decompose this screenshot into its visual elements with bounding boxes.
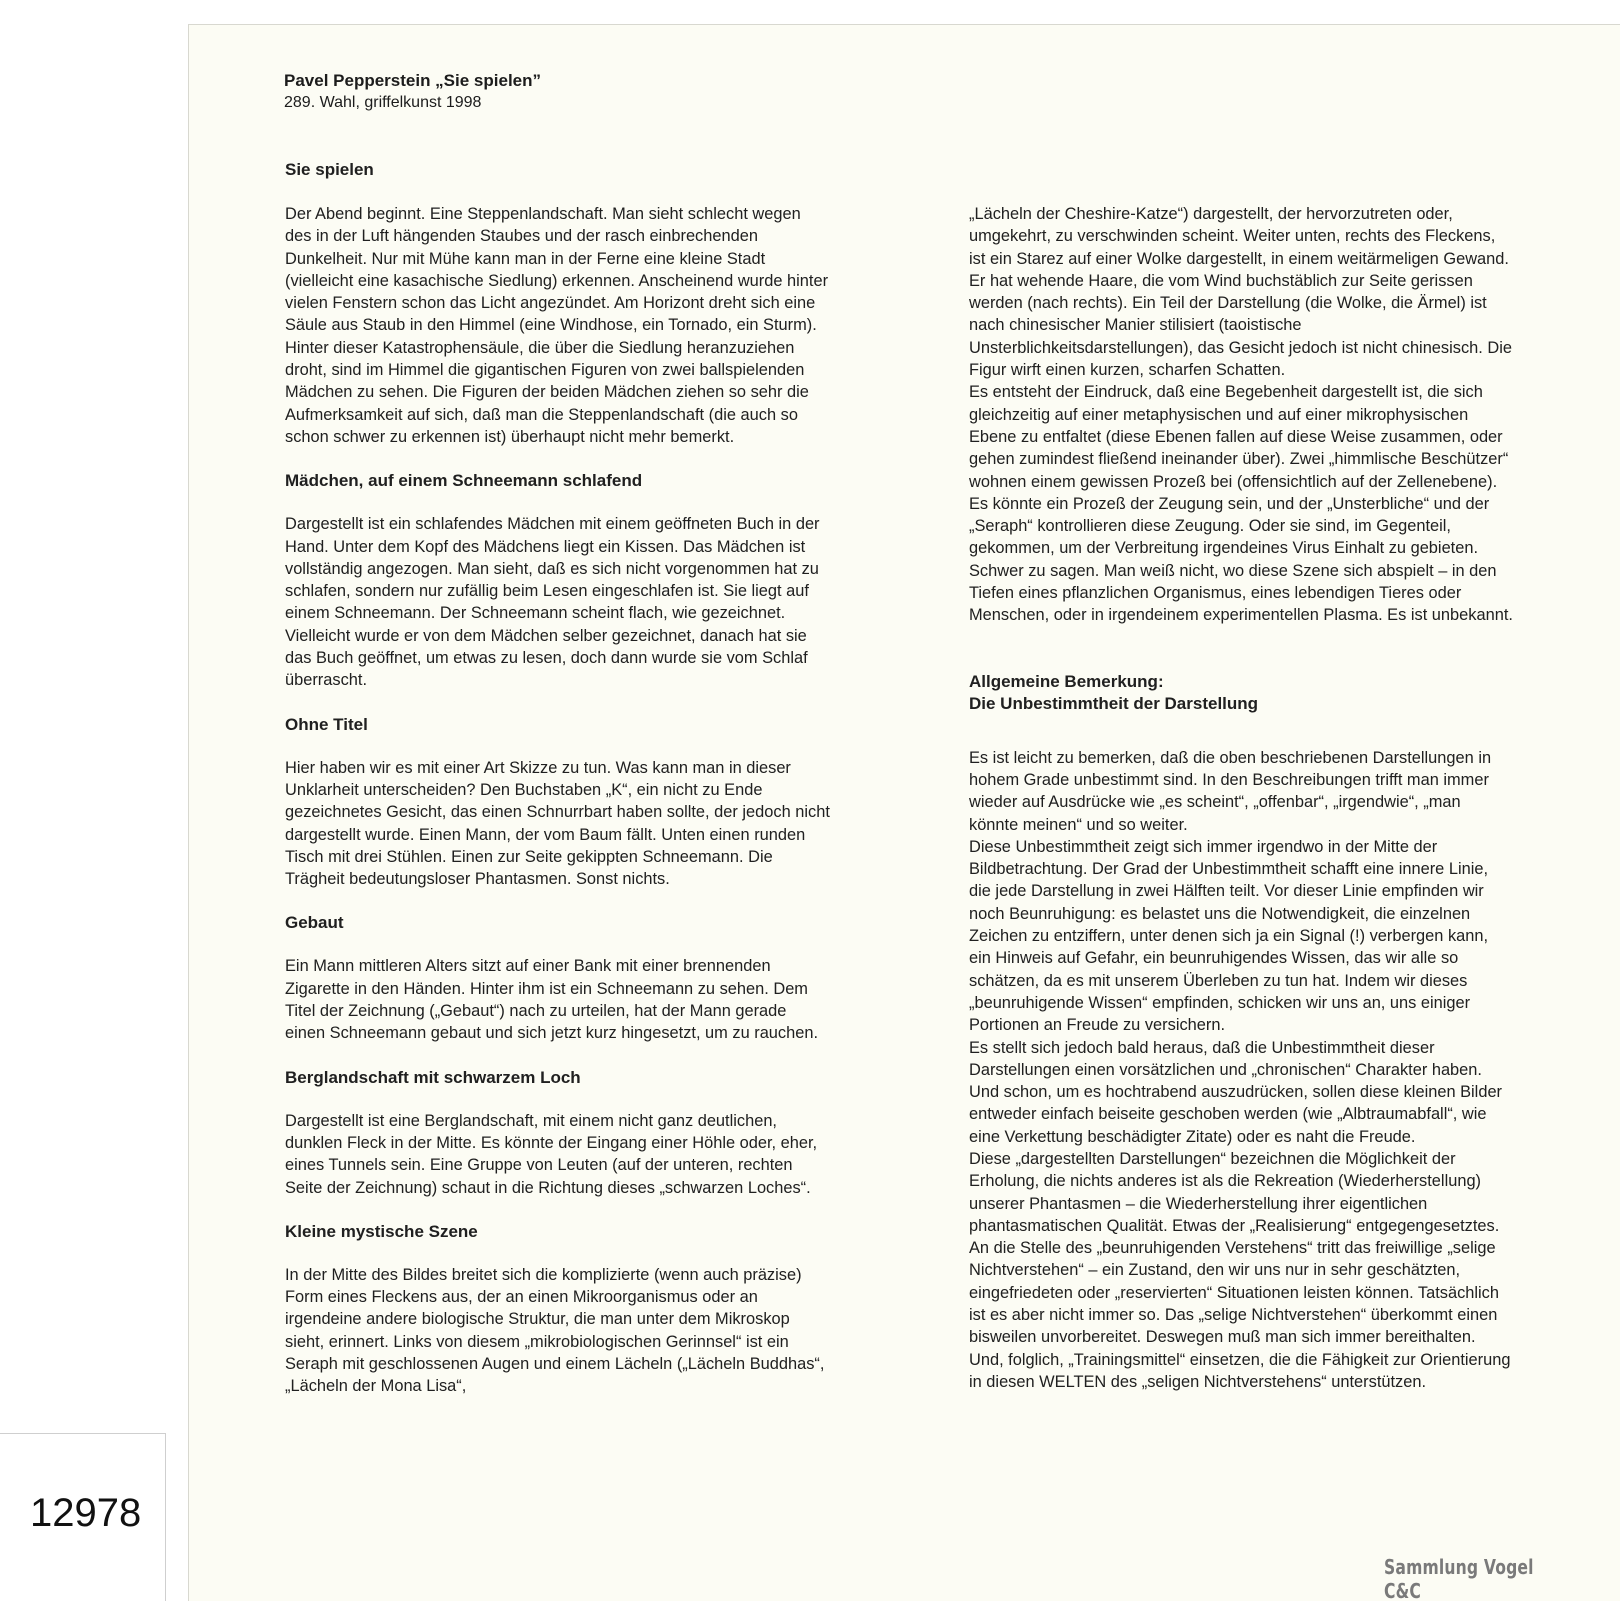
left-column <box>285 159 830 1398</box>
section-paragraph: Es stellt sich jedoch bald heraus, daß die Unbestimmtheit dieser Darstellungen einen vorsätzlichen und „chronischen“ Charakter haben. Und schon, um es hochtrabend auszudrücken, sollen diese kleinen Bilder entweder einfach beiseite geschoben werden (wie „Albtraumabfall“, wie eine Verkettung beschädigter Zitate) oder es naht die Freude. <box>969 1038 1503 1146</box>
document-title: Pavel Pepperstein „Sie spielen” <box>284 71 542 90</box>
section-paragraph: Es ist leicht zu bemerken, daß die oben beschriebenen Darstellungen in hohem Grade unbestimmt sind. In den Beschreibungen trifft man immer wieder auf Ausdrücke wie „es scheint“, „offenbar“, „irgendwie“, „man könnte meinen“ und so weiter. <box>969 748 1492 834</box>
document-header <box>284 70 541 114</box>
section-paragraph: Es entsteht der Eindruck, daß eine Begebenheit dargestellt ist, die sich gleichzeitig auf einer metaphysischen und auf einer mikrophysischen Ebene zu entfaltet (diese Ebenen fallen auf diese Weise zusammen, oder gehen zumindest fließend ineinander über). Zwei „himmlische Beschützer“ wohnen einem gewissen Prozeß bei (offensichtlich auf der Zellenebene). Es könnte ein Prozeß der Zeugung sein, und der „Unsterbliche“ und der „Seraph“ kontrollieren diese Zeugung. Oder sie sind, im Gegenteil, gekommen, um der Verbreitung irgendeines Virus Einhalt zu gebieten. Schwer zu sagen. Man weiß nicht, wo diese Szene sich abspielt – in den Tiefen eines pflanzlichen Organismus, eines lebendigen Tieres oder Menschen, oder in irgendeinem experimentellen Plasma. Es ist unbekannt. <box>969 383 1513 625</box>
inventory-number: 12978 <box>30 1491 142 1535</box>
section-heading: Ohne Titel <box>285 714 368 734</box>
section-paragraph: In der Mitte des Bildes breitet sich die komplizierte (wenn auch präzise) Form eines Fleckens aus, der an einen Mikroorganismus oder an irgendeine andere biologische Struktur, die man unter dem Mikroskop sieht, erinnert. Links von diesem „mikrobiologischen Gerinnsel“ ist ein Seraph mit geschlossenen Augen und einem Lächeln („Lächeln Buddhas“, „Lächeln der Mona Lisa“, <box>285 1265 825 1396</box>
section-paragraph: Hinter dieser Katastrophensäule, die über die Siedlung heranzuziehen droht, sind im Himmel die gigantischen Figuren von zwei ballspielenden Mädchen zu sehen. Die Figuren der beiden Mädchen ziehen so sehr die Aufmerksamkeit auf sich, daß man die Steppenlandschaft (die auch so schon schwer zu erkennen ist) überhaupt nicht mehr bemerkt. <box>285 338 809 446</box>
section-heading-line1: Allgemeine Bemerkung: <box>969 671 1164 691</box>
section-paragraph: Ein Mann mittleren Alters sitzt auf einer Bank mit einer brennenden Zigarette in den Händen. Hinter ihm ist ein Schneemann zu sehen. Dem Titel der Zeichnung („Gebaut“) nach zu urteilen, hat der Mann gerade einen Schneemann gebaut und sich jetzt kurz hingesetzt, um zu rauchen. <box>285 957 819 1043</box>
section-paragraph: Der Abend beginnt. Eine Steppenlandschaft. Man sieht schlecht wegen des in der Luft hängenden Staubes und der rasch einbrechenden Dunkelheit. Nur mit Mühe kann man in der Ferne eine kleine Stadt (vielleicht eine kasachische Siedlung) erkennen. Anscheinend wurde hinter vielen Fenstern schon das Licht angezündet. Am Horizont dreht sich eine Säule aus Staub in den Himmel (eine Windhose, ein Tornado, ein Sturm). <box>285 205 829 335</box>
inventory-tag <box>0 1433 166 1601</box>
section-paragraph: Dargestellt ist eine Berglandschaft, mit einem nicht ganz deutlichen, dunklen Fleck in der Mitte. Es könnte der Eingang einer Höhle oder, eher, eines Tunnels sein. Eine Gruppe von Leuten (auf der unteren, rechten Seite der Zeichnung) schaut in die Richtung dieses „schwarzen Loches“. <box>285 1111 818 1197</box>
section-heading: Sie spielen <box>285 160 374 179</box>
right-column <box>969 203 1514 1393</box>
section-paragraph: Dargestellt ist ein schlafendes Mädchen mit einem geöffneten Buch in der Hand. Unter dem Kopf des Mädchens liegt ein Kissen. Das Mädchen ist vollständig angezogen. Man sieht, daß es sich nicht vorgenommen hat zu schlafen, sondern nur zufällig beim Lesen eingeschlafen ist. Sie liegt auf einem Schneemann. Der Schneemann scheint flach, wie gezeichnet. Vielleicht wurde er von dem Mädchen selber gezeichnet, danach hat sie das Buch geöffnet, um etwas zu lesen, doch dann wurde sie vom Schlaf überrascht. <box>285 515 820 690</box>
section-heading: Mädchen, auf einem Schneemann schlafend <box>285 471 643 491</box>
document-subtitle: 289. Wahl, griffelkunst 1998 <box>284 94 482 111</box>
section-paragraph: Hier haben wir es mit einer Art Skizze zu tun. Was kann man in dieser Unklarheit unterscheiden? Den Buchstaben „K“, ein nicht zu Ende gezeichnetes Gesicht, das einen Schnurrbart haben sollte, der jedoch nicht dargestellt wurde. Einen Mann, der vom Baum fällt. Unten einen runden Tisch mit drei Stühlen. Einen zur Seite gekippten Schneemann. Die Trägheit bedeutungsloser Phantasmen. Sonst nichts. <box>285 758 830 889</box>
section-heading: Kleine mystische Szene <box>285 1221 478 1241</box>
section-heading: Gebaut <box>285 913 344 933</box>
section-paragraph: Diese Unbestimmtheit zeigt sich immer irgendwo in der Mitte der Bildbetrachtung. Der Grad der Unbestimmtheit schafft eine innere Linie, die jede Darstellung in zwei Hälften teilt. Vor dieser Linie empfinden wir noch Beunruhigung: es belastet uns die Notwendigkeit, die einzelnen Zeichen zu entziffern, unter denen sich ja ein Signal (!) verbergen kann, ein Hinweis auf Gefahr, ein beunruhigendes Wissen, das wir alle so schätzen, da es mit unserem Überleben zu tun hat. Indem wir dieses „beunruhigende Wissen“ empfinden, schicken wir uns an, uns einiger Portionen an Freude zu versichern. <box>969 837 1489 1035</box>
section-heading: Berglandschaft mit schwarzem Loch <box>285 1067 581 1087</box>
section-paragraph: Diese „dargestellten Darstellungen“ bezeichnen die Möglichkeit der Erholung, die nichts anderes ist als die Rekreation (Wiederherstellung) unserer Phantasmen – die Wiederherstellung ihrer eigentlichen phantasmatischen Qualität. Etwas der „Realisierung“ entgegengesetztes. <box>969 1149 1500 1235</box>
section-heading-line2: Die Unbestimmtheit der Darstellung <box>969 693 1259 713</box>
collection-credit: Sammlung Vogel C&C <box>1384 1555 1534 1603</box>
section-paragraph: An die Stelle des „beunruhigenden Verstehens“ tritt das freiwillige „selige Nichtverstehen“ – ein Zustand, den wir uns nur in sehr geschätzten, eingefriedeten oder „reservierten“ Situationen leisten können. Tatsächlich ist es aber nicht immer so. Das „selige Nichtverstehen“ überkommt einen bisweilen unvorbereitet. Deswegen muß man sich immer bereithalten. Und, folglich, „Trainingsmittel“ einsetzen, die die Fähigkeit zur Orientierung in diesen WELTEN des „seligen Nichtverstehens“ unterstützen. <box>969 1239 1511 1391</box>
section-paragraph: „Lächeln der Cheshire-Katze“) dargestellt, der hervorzutreten oder, umgekehrt, zu verschwinden scheint. Weiter unten, rechts des Fleckens, ist ein Starez auf einer Wolke dargestellt, in einem weitärmeligen Gewand. Er hat wehende Haare, die vom Wind buchstäblich zur Seite gerissen werden (nach rechts). Ein Teil der Darstellung (die Wolke, die Ärmel) ist nach chinesischer Manier stilisiert (taoistische Unsterblichkeitsdarstellungen), das Gesicht jedoch ist nicht chinesisch. Die Figur wirft einen kurzen, scharfen Schatten. <box>969 205 1512 380</box>
